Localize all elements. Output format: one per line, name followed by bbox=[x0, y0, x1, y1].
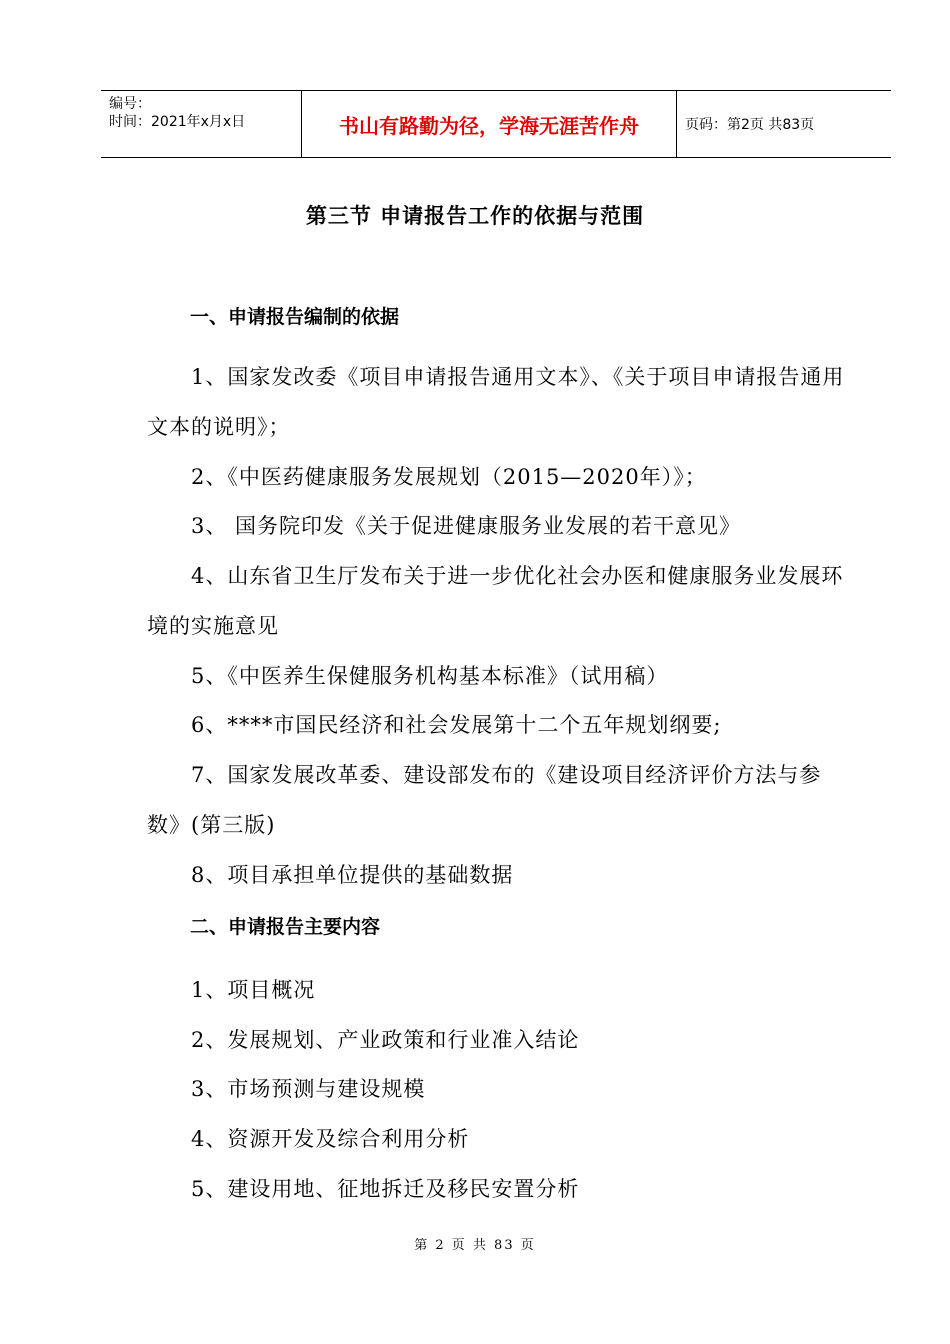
part1-item-1: 1、国家发改委《项目申请报告通用文本》、《关于项目申请报告通用文本的说明》； bbox=[147, 365, 845, 439]
header-motto: 书山有路勤为径，学海无涯苦作舟 bbox=[302, 91, 677, 157]
part1-item-4: 4、山东省卫生厅发布关于进一步优化社会办医和健康服务业发展环境的实施意见 bbox=[147, 564, 844, 638]
part2-item-4: 4、资源开发及综合利用分析 bbox=[191, 1127, 470, 1151]
part1-item-7: 7、国家发展改革委、建设部发布的《建设项目经济评价方法与参数》(第三版) bbox=[147, 763, 822, 837]
part2-item-1: 1、项目概况 bbox=[191, 978, 316, 1002]
part1-item-3: 3、 国务院印发《关于促进健康服务业发展的若干意见》 bbox=[191, 514, 742, 538]
part1-item-6: 6、****市国民经济和社会发展第十二个五年规划纲要; bbox=[191, 713, 722, 737]
page-footer: 第 2 页 共 83 页 bbox=[414, 1238, 536, 1253]
page-header bbox=[101, 90, 891, 158]
part1-item-2: 2、《中医药健康服务发展规划（2015—2020年）》； bbox=[191, 465, 707, 489]
part1-item-5: 5、《中医养生保健服务机构基本标准》（试用稿） bbox=[191, 664, 669, 688]
part2-heading: 二、申请报告主要内容 bbox=[190, 916, 381, 938]
document-time-label: 时间：2021年x月x日 bbox=[109, 114, 246, 130]
part1-item-8: 8、项目承担单位提供的基础数据 bbox=[191, 863, 514, 887]
part2-item-3: 3、市场预测与建设规模 bbox=[191, 1077, 426, 1101]
header-meta bbox=[101, 91, 302, 157]
document-number-label: 编号： bbox=[109, 96, 151, 112]
part2-item-5: 5、建设用地、征地拆迁及移民安置分析 bbox=[191, 1177, 580, 1201]
part1-heading: 一、申请报告编制的依据 bbox=[190, 306, 400, 328]
section-title: 第三节 申请报告工作的依据与范围 bbox=[305, 204, 645, 228]
header-page-number: 页码：第2页 共83页 bbox=[685, 117, 815, 133]
part2-item-2: 2、发展规划、产业政策和行业准入结论 bbox=[191, 1028, 580, 1052]
